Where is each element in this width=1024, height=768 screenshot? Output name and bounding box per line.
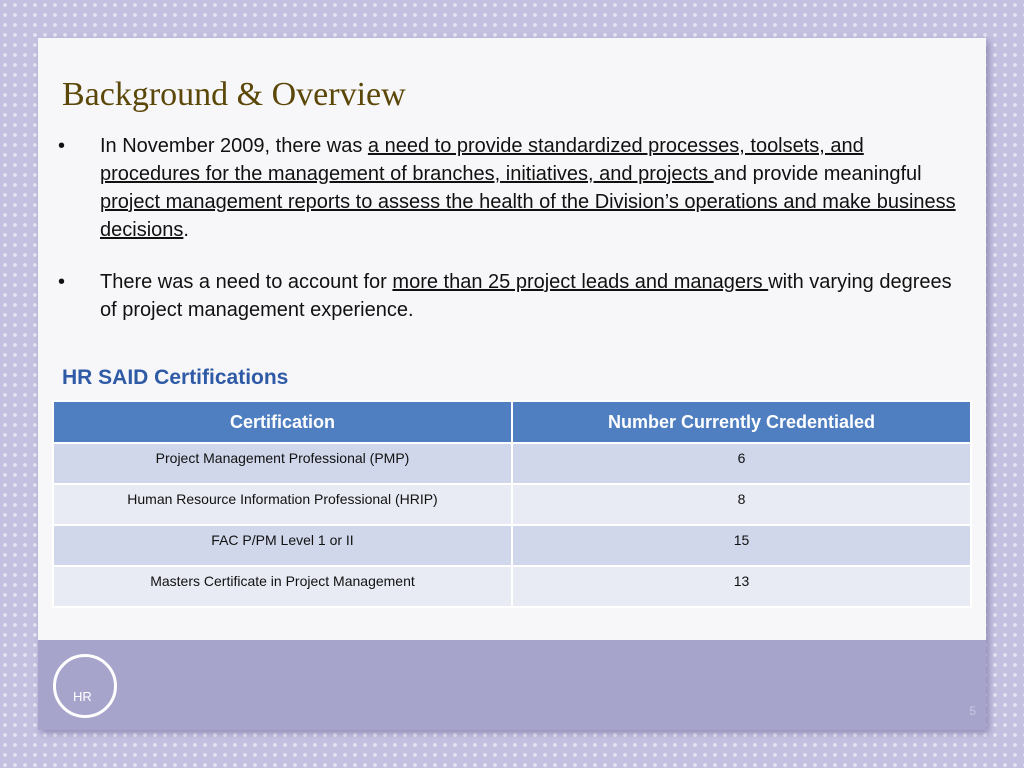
bullet-underlined-text: a need to provide standardized processes, toolsets, and procedures for the management of branches, initiatives, and projects [100,135,864,185]
certification-cell: Project Management Professional (PMP) [53,443,512,484]
table-title: HR SAID Certifications [62,366,289,389]
table-row [53,525,971,566]
slide [38,38,986,730]
certifications-table [52,400,972,608]
column-header-certification: Certification [53,401,512,443]
count-cell: 6 [512,443,971,484]
table-row [53,566,971,607]
logo-text: HR [73,689,92,704]
certification-cell: FAC P/PM Level 1 or II [53,525,512,566]
table-row [53,443,971,484]
bullet-text: with varying degrees of project management experience. [100,271,952,321]
count-cell: 13 [512,566,971,607]
certification-cell: Masters Certificate in Project Management [53,566,512,607]
bullet-item [58,132,958,244]
certification-cell: Human Resource Information Professional (HRIP) [53,484,512,525]
bullet-marker: • [58,271,66,293]
bullet-text: . [183,219,189,241]
bullet-text: There was a need to account for [100,271,393,293]
table-header-row [53,401,971,443]
bullet-underlined-text: more than 25 project leads and managers [392,271,769,293]
count-cell: 8 [512,484,971,525]
hr-logo-icon [53,654,117,718]
bullet-underlined-text: project management reports to assess the health of the Division’s operations and make business decisions [100,191,956,241]
bullet-list [58,132,958,348]
bullet-marker: • [58,135,66,157]
table-row [53,484,971,525]
slide-footer [38,640,986,730]
column-header-count: Number Currently Credentialed [512,401,971,443]
count-cell: 15 [512,525,971,566]
bullet-text: In November 2009, there was [100,135,368,157]
slide-title: Background & Overview [62,76,406,113]
bullet-text: and provide meaningful [713,163,922,185]
bullet-item [58,268,958,324]
page-number: 5 [969,704,976,718]
